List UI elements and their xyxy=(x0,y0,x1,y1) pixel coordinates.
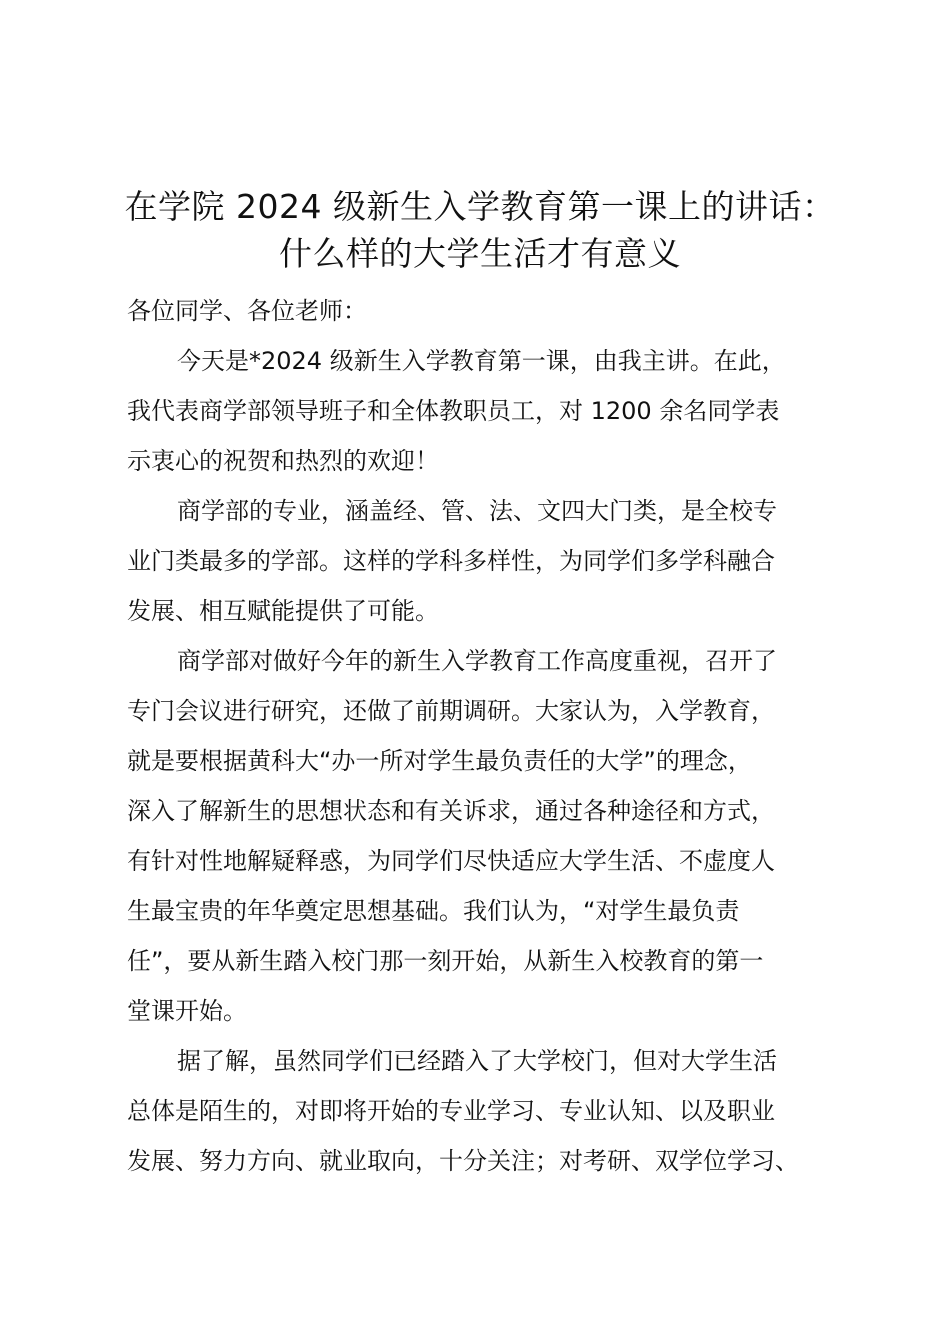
paragraph xyxy=(127,1036,839,1186)
title-line: 什么样的大学生活才有意义 xyxy=(279,234,681,273)
paragraph-line: 就是要根据黄科大“办一所对学生最负责任的大学”的理念， xyxy=(127,747,752,775)
paragraph xyxy=(127,636,839,1036)
paragraph-line: 我代表商学部领导班子和全体教职员工，对 1200 余名同学表 xyxy=(127,397,780,425)
paragraph-line: 发展、相互赋能提供了可能。 xyxy=(127,597,439,625)
document-title xyxy=(100,183,860,277)
greeting: 各位同学、各位老师： xyxy=(127,297,367,325)
paragraph-line: 生最宝贵的年华奠定思想基础。我们认为，“对学生最负责 xyxy=(127,897,740,925)
paragraph-line: 商学部对做好今年的新生入学教育工作高度重视，召开了 xyxy=(177,647,777,675)
title-line: 在学院 2024 级新生入学教育第一课上的讲话： xyxy=(124,187,836,226)
paragraph-line: 发展、努力方向、就业取向，十分关注；对考研、双学位学习、 xyxy=(127,1147,799,1175)
paragraph xyxy=(127,336,839,486)
paragraph-line: 总体是陌生的，对即将开始的专业学习、专业认知、以及职业 xyxy=(127,1097,775,1125)
paragraph-line: 专门会议进行研究，还做了前期调研。大家认为，入学教育， xyxy=(127,697,775,725)
paragraph-line: 深入了解新生的思想状态和有关诉求，通过各种途径和方式， xyxy=(127,797,775,825)
paragraph-line: 示衷心的祝贺和热烈的欢迎！ xyxy=(127,447,439,475)
paragraph-line: 任”，要从新生踏入校门那一刻开始，从新生入校教育的第一 xyxy=(127,947,764,975)
paragraph xyxy=(127,486,839,636)
paragraph-line: 有针对性地解疑释惑，为同学们尽快适应大学生活、不虚度人 xyxy=(127,847,775,875)
paragraph-line: 商学部的专业，涵盖经、管、法、文四大门类，是全校专 xyxy=(177,497,777,525)
paragraph-line: 今天是*2024 级新生入学教育第一课，由我主讲。在此， xyxy=(177,347,786,375)
document-body xyxy=(127,286,839,1186)
paragraph-line: 堂课开始。 xyxy=(127,997,247,1025)
paragraph-line: 业门类最多的学部。这样的学科多样性，为同学们多学科融合 xyxy=(127,547,775,575)
paragraph-line: 据了解，虽然同学们已经踏入了大学校门，但对大学生活 xyxy=(177,1047,777,1075)
